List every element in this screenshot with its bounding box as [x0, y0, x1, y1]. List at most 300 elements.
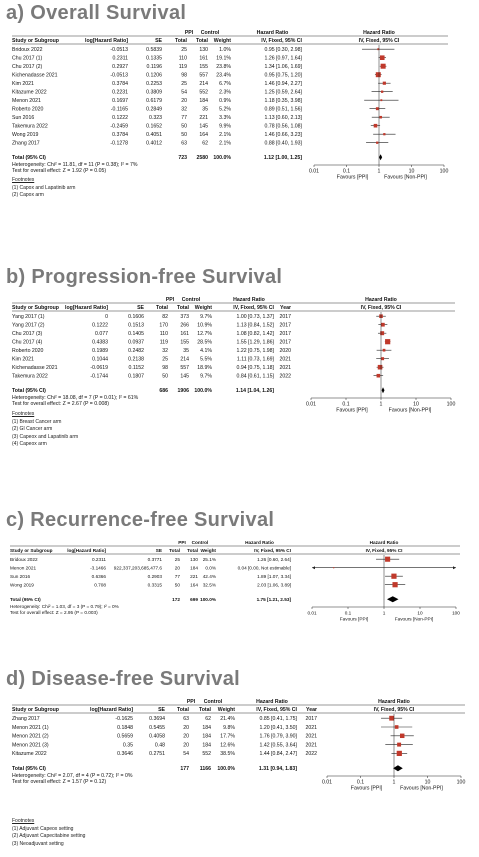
weight: 0.9%: [219, 98, 231, 104]
column-header: IV, Fixed, 95% CI: [233, 305, 274, 311]
x-tick-label: 0.01: [308, 168, 320, 175]
weight: 6.7%: [219, 81, 231, 87]
x-tick-label: 100: [456, 779, 466, 786]
control-total: 2580: [196, 155, 208, 161]
control-total: 35: [202, 106, 208, 113]
study-marker: [397, 751, 402, 756]
control-total: 1166: [199, 766, 211, 772]
hazard-ratio-ci: 2.03 [1.06, 3.89]: [257, 582, 291, 588]
standard-error: 0.48: [154, 742, 165, 749]
study-year: 2017: [305, 716, 317, 722]
favours-right: Favours [Non-PPI]: [384, 174, 427, 181]
column-header: Study or Subgroup: [10, 548, 53, 553]
overall-effect: Test for overall effect: Z = 1.92 (P = 0.05): [12, 168, 107, 174]
x-tick-label: 100: [452, 610, 460, 616]
ppi-total: 98: [162, 365, 168, 371]
header-group: Hazard Ratio: [369, 540, 399, 545]
standard-error: 0.3694: [149, 716, 165, 722]
control-total: 35: [183, 348, 189, 354]
standard-error: 0.3771: [147, 557, 162, 562]
panel-title: b) Progression-free Survival: [6, 266, 283, 288]
ppi-total: 77: [181, 115, 187, 121]
column-header: Total: [176, 305, 189, 311]
footnote: (4) Capeox arm: [12, 441, 47, 448]
header-group: Control: [191, 540, 209, 545]
x-tick-label: 0.1: [344, 610, 352, 616]
log-hazard-ratio: 0.2311: [92, 557, 106, 562]
study-name: Kitazume 2022: [12, 89, 47, 96]
header-group: Hazard Ratio: [365, 297, 397, 303]
study-name: Wong 2019: [12, 132, 39, 138]
study-year: 2022: [305, 751, 317, 758]
ci-arrow-right: [453, 566, 456, 569]
footnote: (3) Capeox and Lapatinib arm: [12, 433, 79, 440]
ci-arrow-left: [312, 566, 315, 569]
x-tick-label: 1: [382, 610, 386, 616]
study-name: Zhang 2017: [12, 716, 40, 722]
control-total: 266: [180, 322, 189, 329]
study-marker: [376, 107, 379, 110]
control-total: 184: [202, 724, 211, 731]
study-marker: [381, 323, 385, 327]
log-hazard-ratio: -0.0619: [90, 365, 108, 371]
footnotes: [12, 818, 85, 848]
column-header: Study or Subgroup: [12, 305, 59, 311]
x-tick-label: 0.01: [305, 401, 317, 408]
study-name: Kichenadasse 2021: [12, 72, 58, 79]
header-group: Hazard Ratio: [378, 699, 410, 705]
weight: 10.9%: [197, 322, 212, 329]
weight: 5.2%: [219, 106, 231, 113]
study-name: Chu 2017 (4): [12, 339, 43, 346]
control-total: 161: [199, 55, 208, 62]
weight: 2.1%: [219, 140, 231, 147]
hazard-ratio-ci: 1.11 [0.73, 1.69]: [236, 356, 274, 363]
x-tick-label: 0.1: [342, 401, 350, 408]
study-marker: [381, 357, 384, 360]
control-total: 145: [199, 123, 208, 130]
standard-error: 0.1152: [128, 365, 144, 371]
overall-effect: Test for overall effect: Z = 2.95 (P = 0.003): [10, 610, 98, 615]
header-group: Hazard Ratio: [256, 30, 289, 36]
log-hazard-ratio: 0.5659: [117, 733, 133, 740]
log-hazard-ratio: 0.35: [122, 742, 133, 749]
forest-plot: [0, 28, 479, 180]
control-total: 145: [180, 373, 189, 380]
log-hazard-ratio: 0.1222: [112, 115, 128, 121]
column-header: IV, Fixed, 95% CI: [365, 548, 403, 553]
favours-left: Favours [PPI]: [350, 785, 383, 792]
weight: 0.0%: [205, 565, 216, 571]
hazard-ratio-ci: 1.89 [1.07, 3.34]: [257, 574, 291, 579]
study-marker: [392, 582, 397, 587]
hazard-ratio-ci: 1.42 [0.55, 3.64]: [259, 742, 297, 749]
column-header: SE: [155, 548, 162, 553]
header-group: Hazard Ratio: [256, 699, 288, 705]
ppi-total: 25: [162, 356, 168, 363]
ppi-total: 170: [159, 322, 168, 329]
hazard-ratio-ci: 0.85 [0.41, 1.75]: [259, 716, 297, 722]
column-header: Total: [169, 548, 180, 553]
weight: 21.4%: [220, 716, 235, 722]
hazard-ratio-ci: 1.76 [0.79, 3.90]: [259, 733, 297, 740]
x-tick-label: 0.01: [321, 779, 333, 786]
ppi-total: 686: [159, 388, 168, 394]
ppi-total: 119: [159, 339, 168, 346]
control-total: 164: [190, 582, 198, 588]
study-year: 2021: [305, 724, 317, 731]
total-label: Total (95% CI): [12, 766, 46, 772]
study-marker: [376, 72, 381, 77]
control-total: 221: [190, 574, 198, 579]
pooled-diamond: [382, 387, 385, 393]
standard-error: 0.3315: [147, 582, 162, 588]
ppi-total: 20: [174, 565, 180, 571]
ppi-total: 32: [162, 348, 168, 354]
favours-left: Favours [PPI]: [336, 407, 368, 414]
hazard-ratio-ci: 1.13 [0.60, 2.13]: [264, 115, 302, 121]
ppi-total: 25: [181, 47, 187, 53]
weight: 100.0%: [194, 388, 212, 394]
column-header: log[Hazard Ratio]: [67, 548, 106, 553]
study-year: 2021: [279, 356, 291, 363]
weight: 3.3%: [219, 115, 231, 121]
log-hazard-ratio: -0.1278: [110, 140, 128, 147]
log-hazard-ratio: -0.0513: [110, 72, 128, 79]
heterogeneity: Heterogeneity: Chi² = 18.08, df = 7 (P = 0.01); I² = 61%: [12, 395, 139, 401]
column-header: Weight: [213, 38, 231, 44]
ppi-total: 25: [181, 81, 187, 87]
log-hazard-ratio: 0.4383: [92, 339, 108, 346]
study-marker: [380, 55, 385, 60]
column-header: IV, Fixed, 95% CI: [360, 305, 402, 311]
log-hazard-ratio: -0.1625: [115, 716, 133, 722]
ppi-total: 20: [181, 98, 187, 104]
column-header: IV, Fixed, 95% CI: [373, 707, 415, 713]
hazard-ratio-ci: 1.26 [0.97, 1.64]: [264, 55, 302, 62]
ppi-total: 177: [180, 766, 189, 772]
study-marker: [381, 64, 386, 69]
panel-title: d) Disease-free Survival: [6, 668, 240, 690]
study-marker: [385, 557, 390, 562]
header-group: PPI: [184, 30, 194, 36]
study-name: Chu 2017 (3): [12, 331, 43, 337]
favours-right: Favours [Non-PPI]: [388, 407, 432, 414]
log-hazard-ratio: 0.3646: [117, 751, 133, 758]
column-header: Weight: [217, 707, 235, 713]
study-name: Chu 2017 (2): [12, 64, 43, 70]
column-header: Study or Subgroup: [12, 707, 59, 713]
pooled-diamond: [379, 154, 382, 160]
weight: 1.0%: [219, 47, 231, 53]
favours-right: Favours [Non-PPI]: [394, 616, 434, 622]
ppi-total: 54: [183, 751, 189, 758]
footnote: (3) Neoadjuvant setting: [12, 840, 64, 847]
x-tick-label: 1: [379, 401, 383, 408]
ppi-total: 110: [178, 55, 187, 62]
log-hazard-ratio: 0.6366: [91, 574, 106, 579]
ppi-total: 110: [159, 331, 168, 337]
control-total: 184: [202, 742, 211, 749]
standard-error: 0.0937: [128, 339, 144, 346]
standard-error: 0.2482: [128, 348, 144, 354]
weight: 2.1%: [219, 132, 231, 138]
column-header: Total: [176, 707, 189, 713]
ppi-total: 119: [178, 64, 187, 70]
log-hazard-ratio: 0.2231: [112, 89, 128, 96]
header-group: Control: [181, 297, 201, 303]
standard-error: 0.4058: [149, 733, 165, 740]
log-hazard-ratio: 0.077: [95, 331, 108, 337]
study-name: Sun 2016: [10, 574, 31, 579]
column-header: Year: [306, 707, 317, 713]
weight: 42.4%: [202, 574, 216, 579]
study-name: Takemura 2022: [12, 373, 48, 380]
study-name: Menon 2021 (2): [12, 733, 49, 740]
weight: 2.3%: [219, 89, 231, 96]
study-marker: [397, 743, 401, 747]
header-group: Hazard Ratio: [363, 30, 395, 36]
hazard-ratio-ci: 0.95 [0.75, 1.20]: [264, 72, 302, 79]
log-hazard-ratio: -0.2459: [110, 123, 128, 130]
hazard-ratio-ci: 1.12 [1.00, 1.25]: [263, 155, 302, 161]
control-total: 699: [190, 597, 198, 602]
control-total: 1906: [177, 388, 189, 394]
study-marker: [333, 567, 334, 568]
column-header: IV, Fixed, 95% CI: [261, 38, 302, 44]
standard-error: 0.323: [149, 115, 162, 121]
x-tick-label: 0.01: [307, 610, 317, 616]
standard-error: 0.2253: [146, 81, 162, 87]
standard-error: 0.1652: [146, 123, 162, 130]
study-marker: [383, 133, 385, 135]
total-label: Total (95% CI): [10, 597, 41, 602]
x-tick-label: 10: [408, 168, 415, 175]
weight: 18.9%: [197, 365, 212, 371]
study-year: 2020: [279, 348, 291, 354]
column-header: Total: [195, 38, 208, 44]
standard-error: 0.4012: [146, 140, 162, 147]
study-year: 2021: [279, 365, 291, 371]
hazard-ratio-ci: 0.78 [0.56, 1.08]: [264, 123, 302, 130]
control-total: 557: [199, 72, 208, 79]
weight: 28.5%: [197, 339, 212, 346]
forest-plot: [0, 538, 479, 622]
log-hazard-ratio: -0.1165: [110, 106, 128, 113]
standard-error: 0.1196: [146, 64, 162, 70]
footnotes: [12, 177, 75, 200]
weight: 9.7%: [200, 373, 212, 380]
x-tick-label: 0.1: [356, 779, 365, 786]
column-header: Total: [174, 38, 187, 44]
heterogeneity: Heterogeneity: Chi² = 2.07, df = 4 (P = 0.72); I² = 0%: [12, 773, 133, 779]
study-name: Bridoux 2022: [10, 557, 38, 562]
study-name: Kitazume 2022: [12, 751, 47, 758]
hazard-ratio-ci: 1.46 [0.94, 2.27]: [264, 81, 302, 87]
log-hazard-ratio: 0.708: [94, 582, 106, 588]
study-marker: [383, 349, 386, 352]
x-tick-label: 1: [392, 779, 396, 786]
column-header: Weight: [200, 548, 216, 553]
control-total: 161: [180, 331, 189, 337]
log-hazard-ratio: 0.1044: [92, 356, 108, 363]
standard-error: 0.6179: [146, 98, 162, 104]
footnotes: [12, 411, 78, 449]
column-header: Weight: [194, 305, 212, 311]
study-year: 2017: [279, 322, 291, 329]
study-name: Roberto 2020: [12, 348, 44, 354]
weight: 32.5%: [202, 582, 216, 588]
study-name: Chu 2017 (1): [12, 55, 43, 62]
log-hazard-ratio: 0.2927: [112, 64, 128, 70]
forest-plot: [0, 697, 479, 793]
hazard-ratio-ci: 1.25 [0.59, 2.64]: [264, 89, 302, 96]
ppi-total: 723: [178, 155, 187, 161]
study-name: Wong 2019: [10, 582, 34, 588]
log-hazard-ratio: 0: [105, 314, 108, 320]
standard-error: 0.1807: [128, 373, 144, 380]
footnote: (1) Capox and Lapatinib arm: [12, 184, 76, 191]
weight: 12.6%: [220, 742, 235, 749]
panel-title: c) Recurrence-free Survival: [6, 509, 275, 531]
total-label: Total (95% CI): [12, 388, 46, 394]
control-total: 557: [180, 365, 189, 371]
x-tick-label: 1: [377, 168, 381, 175]
hazard-ratio-ci: 1.31 [0.94, 1.83]: [258, 766, 297, 772]
column-header: IV, Fixed, 95% CI: [254, 548, 291, 553]
footnote: (2) GI Cancer arm: [12, 426, 53, 433]
ppi-total: 50: [181, 132, 187, 138]
study-name: Takemura 2022: [12, 123, 48, 130]
control-total: 214: [180, 356, 189, 363]
column-header: SE: [155, 38, 162, 44]
standard-error: 922,337,203,685,477.6: [113, 565, 162, 571]
footnotes-title: Footnotes: [12, 818, 35, 824]
study-marker: [379, 116, 382, 119]
study-marker: [385, 339, 390, 344]
header-group: PPI: [165, 297, 175, 303]
hazard-ratio-ci: 1.55 [1.29, 1.86]: [236, 339, 274, 346]
x-tick-label: 10: [417, 610, 423, 616]
favours-left: Favours [PPI]: [336, 174, 369, 181]
hazard-ratio-ci: 1.46 [0.66, 3.23]: [264, 132, 302, 138]
header-group: Control: [203, 699, 223, 705]
ppi-total: 50: [174, 582, 180, 588]
x-tick-label: 0.1: [342, 168, 351, 175]
ppi-total: 25: [174, 557, 180, 562]
column-header: IV, Fixed, 95% CI: [256, 707, 297, 713]
weight: 38.5%: [220, 751, 235, 758]
log-hazard-ratio: 0.1848: [117, 724, 133, 731]
x-tick-label: 100: [439, 168, 449, 175]
hazard-ratio-ci: 0.88 [0.40, 1.93]: [264, 140, 302, 147]
weight: 9.7%: [200, 314, 212, 320]
study-name: Yang 2017 (2): [12, 322, 45, 329]
hazard-ratio-ci: 1.75 [1.21, 2.53]: [256, 597, 291, 602]
study-marker: [374, 124, 378, 128]
footnotes-title: Footnotes: [12, 177, 35, 183]
header-group: Control: [200, 30, 220, 36]
weight: 5.5%: [200, 356, 212, 363]
study-marker: [377, 374, 381, 378]
weight: 23.8%: [216, 64, 231, 70]
ppi-total: 20: [183, 724, 189, 731]
hazard-ratio-ci: 0.04 [0.00, Not estimable]: [237, 565, 291, 571]
control-total: 221: [199, 115, 208, 121]
ppi-total: 54: [181, 89, 187, 96]
weight: 17.7%: [220, 733, 235, 740]
study-year: 2021: [305, 742, 317, 749]
study-marker: [395, 725, 399, 729]
x-tick-label: 10: [413, 401, 419, 408]
study-name: Kichenadasse 2021: [12, 365, 58, 371]
column-header: log[Hazard Ratio]: [90, 707, 133, 713]
study-year: 2017: [279, 339, 291, 346]
weight: 100.0%: [213, 155, 231, 161]
study-name: Menon 2021 (1): [12, 724, 49, 731]
hazard-ratio-ci: 1.00 [0.73, 1.37]: [236, 314, 274, 320]
standard-error: 0.2138: [128, 356, 144, 363]
study-name: Menon 2021: [10, 565, 37, 571]
header-group: Hazard Ratio: [245, 540, 274, 545]
pooled-diamond: [393, 765, 403, 771]
study-year: 2022: [279, 373, 291, 380]
control-total: 552: [199, 89, 208, 96]
column-header: SE: [158, 707, 165, 713]
ppi-total: 77: [174, 574, 180, 579]
control-total: 62: [205, 716, 211, 722]
log-hazard-ratio: -0.1744: [90, 373, 108, 380]
ppi-total: 50: [162, 373, 168, 380]
column-header: SE: [137, 305, 144, 311]
overall-effect: Test for overall effect: Z = 2.67 (P = 0.008): [12, 401, 109, 407]
x-tick-label: 100: [446, 401, 456, 408]
favours-left: Favours [PPI]: [339, 616, 369, 622]
hazard-ratio-ci: 1.13 [0.84, 1.52]: [236, 322, 274, 329]
hazard-ratio-ci: 1.18 [0.35, 3.98]: [264, 98, 302, 104]
study-name: Menon 2021: [12, 98, 41, 104]
control-total: 373: [180, 314, 189, 320]
log-hazard-ratio: -0.0513: [110, 47, 128, 53]
control-total: 130: [190, 557, 198, 562]
weight: 100.0%: [200, 597, 216, 602]
study-name: Kim 2021: [12, 81, 34, 87]
hazard-ratio-ci: 0.84 [0.61, 1.15]: [236, 373, 274, 380]
standard-error: 0.1606: [128, 314, 144, 320]
ppi-total: 63: [181, 140, 187, 147]
standard-error: 0.2903: [147, 574, 162, 579]
log-hazard-ratio: 0.1989: [92, 348, 108, 354]
control-total: 155: [180, 339, 189, 346]
column-header: Study or Subgroup: [12, 38, 59, 44]
heterogeneity: Heterogeneity: Chi² = 1.03, df = 3 (P = 0.79); I² = 0%: [10, 604, 119, 609]
study-name: Menon 2021 (3): [12, 742, 49, 749]
ppi-total: 63: [183, 716, 189, 722]
weight: 12.7%: [197, 331, 212, 337]
hazard-ratio-ci: 1.22 [0.75, 1.98]: [236, 348, 274, 354]
study-name: Bridoux 2022: [12, 47, 43, 53]
study-marker: [380, 99, 382, 101]
control-total: 552: [202, 751, 211, 758]
standard-error: 0.5839: [146, 47, 162, 53]
hazard-ratio-ci: 0.95 [0.30, 2.98]: [264, 47, 302, 53]
header-group: PPI: [178, 540, 186, 545]
column-header: Year: [280, 305, 291, 311]
control-total: 214: [199, 81, 208, 87]
study-year: 2017: [279, 314, 291, 320]
study-name: Sun 2016: [12, 115, 35, 121]
ppi-total: 82: [162, 314, 168, 320]
